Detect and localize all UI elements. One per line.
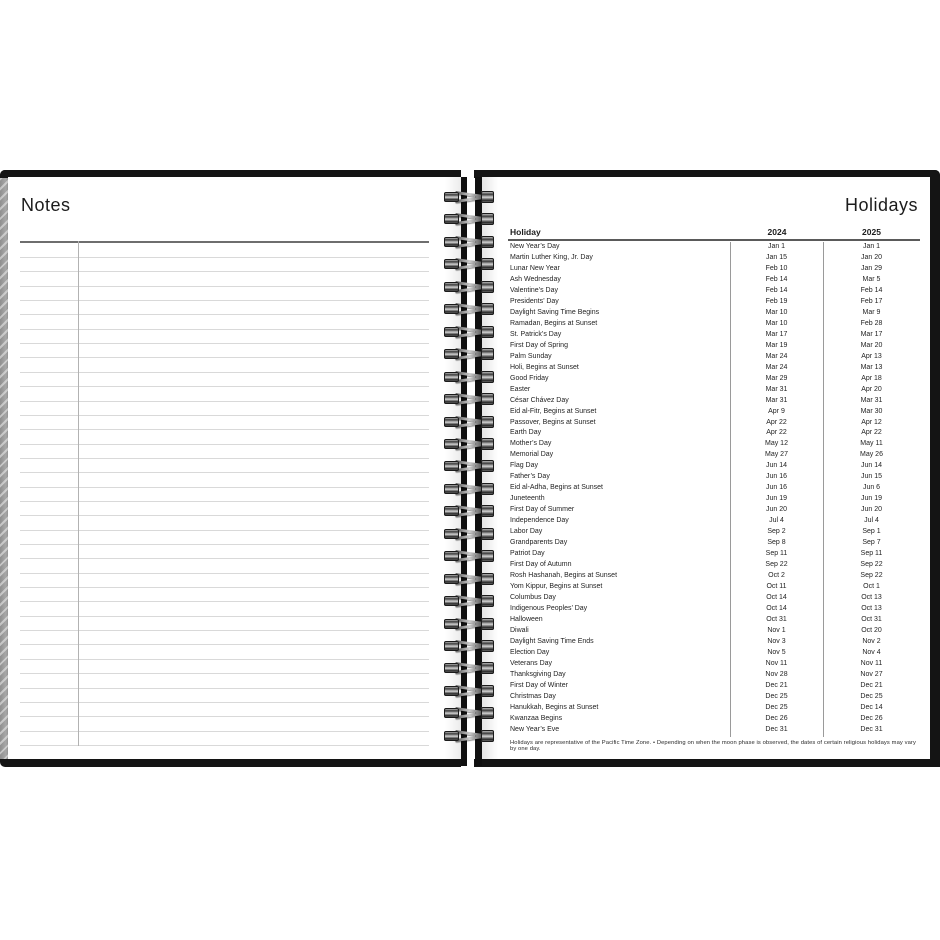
holiday-date-2025: Apr 13 <box>861 352 882 360</box>
holiday-date-2024: Jun 16 <box>765 473 788 481</box>
notes-ruled-line <box>20 601 429 602</box>
holiday-date-2025: Nov 2 <box>862 637 881 645</box>
spiral-wire-cap <box>444 506 459 516</box>
holiday-name: Eid al-Adha, Begins at Sunset <box>510 484 604 492</box>
notes-page <box>8 177 461 759</box>
holiday-row <box>482 374 920 385</box>
holiday-name: Good Friday <box>510 374 549 382</box>
holiday-date-2025: Jun 20 <box>860 506 883 514</box>
holiday-date-2024: Feb 10 <box>765 264 788 272</box>
table-header-rule <box>508 239 920 241</box>
holiday-row <box>482 407 920 418</box>
holiday-date-2025: Feb 28 <box>860 319 883 327</box>
holiday-name: Juneteenth <box>510 495 545 503</box>
holiday-date-2024: Apr 22 <box>766 429 787 437</box>
holiday-name: Palm Sunday <box>510 352 552 360</box>
holiday-row <box>482 385 920 396</box>
notes-ruled-line <box>20 386 429 387</box>
spiral-wire <box>455 510 484 517</box>
holiday-row <box>482 703 920 714</box>
holiday-row <box>482 560 920 571</box>
holiday-date-2024: Mar 31 <box>765 396 788 404</box>
holiday-date-2024: Apr 9 <box>768 407 785 415</box>
spiral-wire <box>455 488 484 495</box>
holiday-name: Lunar New Year <box>510 264 560 272</box>
spiral-wire-cap <box>444 417 459 427</box>
holiday-name: First Day of Autumn <box>510 561 572 569</box>
holiday-name: Valentine’s Day <box>510 286 558 294</box>
holiday-date-2024: Dec 25 <box>765 703 788 711</box>
holiday-date-2025: Mar 9 <box>862 308 881 316</box>
notes-margin-line <box>78 241 79 746</box>
spiral-wire <box>455 263 484 270</box>
holiday-name: Election Day <box>510 648 550 656</box>
spiral-wire <box>455 196 484 203</box>
holiday-name: Presidents’ Day <box>510 297 559 305</box>
holiday-date-2025: Jan 1 <box>862 243 881 250</box>
notes-ruled-line <box>20 314 429 315</box>
holiday-row <box>482 615 920 626</box>
holiday-date-2024: May 12 <box>765 440 788 448</box>
spiral-wire <box>455 578 484 585</box>
cover-edge-bottom-right <box>474 759 940 767</box>
holiday-row <box>482 253 920 264</box>
holiday-date-2024: Jun 14 <box>765 462 788 470</box>
holiday-date-2025: Sep 7 <box>862 539 881 547</box>
notes-ruled-line <box>20 444 429 445</box>
holiday-date-2024: Oct 14 <box>766 594 787 601</box>
spiral-wire <box>455 443 484 450</box>
holiday-date-2024: Feb 19 <box>765 297 788 305</box>
holiday-name: Thanksgiving Day <box>510 670 566 678</box>
holiday-name: Passover, Begins at Sunset <box>510 418 596 426</box>
holiday-row <box>482 494 920 505</box>
holiday-name: Ramadan, Begins at Sunset <box>510 319 598 327</box>
notes-ruled-line <box>20 659 429 660</box>
holiday-date-2025: Sep 1 <box>862 528 881 536</box>
holiday-date-2025: Jun 15 <box>860 473 883 481</box>
year-2024-column-header: 2024 <box>767 227 787 237</box>
holiday-row <box>482 330 920 341</box>
holiday-date-2025: Oct 1 <box>863 583 880 591</box>
holiday-date-2025: Oct 13 <box>861 604 882 612</box>
spiral-wire-cap <box>444 349 459 359</box>
notes-ruled-line <box>20 702 429 703</box>
holiday-date-2024: Feb 14 <box>765 275 788 283</box>
holiday-row <box>482 242 920 253</box>
holiday-name: Independence Day <box>510 517 569 525</box>
holiday-row <box>482 571 920 582</box>
holiday-date-2025: Oct 20 <box>861 626 882 634</box>
holiday-date-2025: Mar 17 <box>860 330 883 338</box>
spiral-wire-cap <box>444 327 459 337</box>
holiday-date-2025: Oct 31 <box>861 615 882 623</box>
spiral-wire <box>455 420 484 427</box>
holiday-date-2024: Mar 24 <box>765 363 788 371</box>
notes-ruled-line <box>20 688 429 689</box>
holiday-date-2024: Mar 10 <box>765 308 788 316</box>
holiday-date-2025: May 26 <box>860 451 883 459</box>
spiral-wire-cap <box>444 551 459 561</box>
notes-ruled-line <box>20 673 429 674</box>
holiday-name: Mother’s Day <box>510 440 552 448</box>
holiday-row <box>482 516 920 527</box>
holiday-date-2024: Dec 26 <box>765 714 788 722</box>
holiday-name: Grandparents Day <box>510 539 568 547</box>
holiday-name: New Year’s Eve <box>510 725 560 733</box>
spiral-wire <box>455 555 484 562</box>
holiday-name: Father’s Day <box>510 473 550 481</box>
holiday-date-2025: Sep 22 <box>860 561 883 569</box>
holiday-date-2024: Jan 1 <box>767 243 786 250</box>
holiday-date-2024: Mar 31 <box>765 385 788 393</box>
spiral-wire-cap <box>444 192 459 202</box>
holiday-name: Christmas Day <box>510 692 556 700</box>
holiday-name: Halloween <box>510 615 543 623</box>
holiday-date-2025: Mar 20 <box>860 341 883 349</box>
holiday-date-2025: Sep 22 <box>860 572 883 580</box>
holiday-date-2024: Sep 2 <box>767 528 786 536</box>
cover-edge-right <box>930 170 940 767</box>
spiral-wire <box>455 600 484 607</box>
holiday-row <box>482 319 920 330</box>
holiday-row <box>482 418 920 429</box>
holiday-date-2024: Nov 28 <box>765 670 788 678</box>
holiday-name: Veterans Day <box>510 659 553 667</box>
holiday-name: Columbus Day <box>510 594 556 601</box>
holiday-date-2024: Nov 11 <box>765 659 788 667</box>
holiday-row <box>482 670 920 681</box>
spiral-wire <box>455 735 484 742</box>
holiday-date-2025: Feb 17 <box>860 297 883 305</box>
notes-ruled-line <box>20 487 429 488</box>
notes-ruled-line <box>20 745 429 746</box>
holiday-name: Hanukkah, Begins at Sunset <box>510 703 599 711</box>
holiday-date-2025: Dec 14 <box>860 703 883 711</box>
holiday-table <box>482 242 920 736</box>
holiday-date-2025: Jul 4 <box>864 517 879 525</box>
holiday-row <box>482 725 920 736</box>
spiral-wire-cap <box>444 282 459 292</box>
spiral-wire-cap <box>444 596 459 606</box>
holiday-date-2025: May 11 <box>860 440 883 448</box>
spiral-wire-cap <box>444 641 459 651</box>
holiday-date-2025: Nov 27 <box>860 670 883 678</box>
holiday-date-2025: Nov 4 <box>862 648 881 656</box>
holiday-name: Patriot Day <box>510 550 545 558</box>
spiral-wire <box>455 712 484 719</box>
holiday-date-2024: Jul 4 <box>769 517 784 525</box>
notes-ruled-line <box>20 429 429 430</box>
holiday-row <box>482 461 920 472</box>
holiday-row <box>482 352 920 363</box>
holiday-name: First Day of Spring <box>510 341 568 349</box>
holiday-date-2024: Dec 31 <box>765 725 788 733</box>
holiday-date-2025: Nov 11 <box>860 659 883 667</box>
holiday-name: Ash Wednesday <box>510 275 561 283</box>
holiday-date-2025: Dec 25 <box>860 692 883 700</box>
holidays-footnote: Holidays are representative of the Pacific Time Zone. • Depending on when the moon phase is observed, the dates of certain religious holidays may vary by one day. <box>510 740 916 752</box>
holiday-row <box>482 297 920 308</box>
spiral-wire <box>455 623 484 630</box>
holiday-row <box>482 593 920 604</box>
holiday-row <box>482 450 920 461</box>
holiday-date-2024: Jun 19 <box>765 495 788 503</box>
holiday-date-2025: Jan 29 <box>860 264 883 272</box>
holiday-column-header: Holiday <box>510 227 541 237</box>
holiday-row <box>482 286 920 297</box>
holiday-date-2024: Sep 11 <box>765 550 788 558</box>
holiday-date-2025: Feb 14 <box>860 286 883 294</box>
holiday-date-2025: Jan 20 <box>860 253 883 261</box>
notes-ruled-line <box>20 329 429 330</box>
spiral-wire-cap <box>444 708 459 718</box>
spiral-wire-cap <box>481 213 494 225</box>
holiday-row <box>482 538 920 549</box>
spiral-wire <box>455 286 484 293</box>
holiday-date-2025: Mar 13 <box>860 363 883 371</box>
holiday-date-2025: Dec 31 <box>860 725 883 733</box>
notes-ruled-line <box>20 544 429 545</box>
notes-ruled-line <box>20 558 429 559</box>
holiday-name: Earth Day <box>510 429 542 437</box>
holiday-row <box>482 527 920 538</box>
holiday-name: New Year’s Day <box>510 243 560 250</box>
notes-ruled-line <box>20 271 429 272</box>
holiday-name: Diwali <box>510 626 529 634</box>
spiral-wire-cap <box>444 372 459 382</box>
year-2025-column-header: 2025 <box>862 227 881 237</box>
spiral-loop <box>444 191 494 203</box>
holiday-date-2024: Oct 14 <box>766 604 787 612</box>
holiday-row <box>482 483 920 494</box>
holiday-row <box>482 604 920 615</box>
holiday-name: Memorial Day <box>510 451 554 459</box>
holiday-name: St. Patrick’s Day <box>510 330 562 338</box>
holiday-row <box>482 505 920 516</box>
holiday-date-2024: Jun 20 <box>765 506 788 514</box>
spiral-wire <box>455 308 484 315</box>
holiday-name: Yom Kippur, Begins at Sunset <box>510 583 603 591</box>
holiday-date-2025: Mar 5 <box>862 275 881 283</box>
spiral-wire-cap <box>444 619 459 629</box>
notes-ruled-line <box>20 300 429 301</box>
spiral-wire-cap <box>444 237 459 247</box>
spiral-wire <box>455 353 484 360</box>
spiral-wire <box>455 645 484 652</box>
holiday-date-2025: Apr 20 <box>861 385 882 393</box>
notes-ruled-line <box>20 616 429 617</box>
holiday-date-2024: Jan 15 <box>765 253 788 261</box>
holiday-name: First Day of Winter <box>510 681 568 689</box>
notes-ruled-line <box>20 401 429 402</box>
notes-page-title: Notes <box>21 195 71 215</box>
holiday-date-2025: Sep 11 <box>860 550 883 558</box>
holiday-name: Kwanzaa Begins <box>510 714 563 722</box>
spiral-wire <box>455 218 484 225</box>
holiday-date-2024: Dec 21 <box>765 681 788 689</box>
holiday-row <box>482 264 920 275</box>
holiday-date-2025: Jun 14 <box>860 462 883 470</box>
notes-ruled-line <box>20 372 429 373</box>
holiday-name: Martin Luther King, Jr. Day <box>510 253 593 261</box>
holiday-date-2024: Mar 24 <box>765 352 788 360</box>
spiral-wire <box>455 690 484 697</box>
holiday-name: Rosh Hashanah, Begins at Sunset <box>510 572 618 580</box>
spiral-wire <box>455 398 484 405</box>
holiday-row <box>482 275 920 286</box>
notes-ruled-line <box>20 343 429 344</box>
holiday-date-2024: Sep 8 <box>767 539 786 547</box>
notes-ruled-line <box>20 472 429 473</box>
holiday-name: César Chávez Day <box>510 396 569 404</box>
holiday-date-2024: Mar 29 <box>765 374 788 382</box>
holiday-date-2024: Feb 14 <box>765 286 788 294</box>
holiday-row <box>482 714 920 725</box>
holiday-row <box>482 308 920 319</box>
holiday-date-2024: Oct 11 <box>766 583 787 591</box>
spiral-wire-cap <box>444 663 459 673</box>
holidays-page-title: Holidays <box>844 195 918 215</box>
holiday-date-2024: Nov 5 <box>767 648 786 656</box>
spiral-wire <box>455 241 484 248</box>
holiday-date-2025: Dec 26 <box>860 714 883 722</box>
holiday-date-2024: Jun 16 <box>765 484 788 492</box>
notes-ruled-line <box>20 731 429 732</box>
holiday-date-2025: Apr 22 <box>861 429 882 437</box>
holiday-name: First Day of Summer <box>510 506 575 514</box>
holiday-date-2024: Mar 19 <box>765 341 788 349</box>
holiday-date-2025: Apr 18 <box>861 374 882 382</box>
notes-ruled-line <box>20 501 429 502</box>
holiday-date-2024: Mar 10 <box>765 319 788 327</box>
holiday-row <box>482 472 920 483</box>
holiday-date-2024: Oct 31 <box>766 615 787 623</box>
holiday-date-2025: Dec 21 <box>860 681 883 689</box>
holiday-row <box>482 428 920 439</box>
notes-ruled-line <box>20 573 429 574</box>
holiday-date-2024: Apr 22 <box>766 418 787 426</box>
holiday-date-2025: Apr 12 <box>861 418 882 426</box>
holiday-date-2025: Mar 31 <box>860 396 883 404</box>
holiday-row <box>482 659 920 670</box>
holiday-row <box>482 363 920 374</box>
holiday-date-2024: Nov 1 <box>767 626 786 634</box>
notes-ruled-line <box>20 630 429 631</box>
notes-ruled-line <box>20 587 429 588</box>
holiday-date-2025: Jun 19 <box>860 495 883 503</box>
notes-ruled-line <box>20 644 429 645</box>
holiday-date-2024: Mar 17 <box>765 330 788 338</box>
spiral-wire-cap <box>444 574 459 584</box>
holiday-row <box>482 637 920 648</box>
notes-ruled-line <box>20 458 429 459</box>
spiral-wire-cap <box>444 484 459 494</box>
holiday-row <box>482 582 920 593</box>
holiday-row <box>482 341 920 352</box>
notes-ruled-line <box>20 257 429 258</box>
spiral-wire <box>455 376 484 383</box>
holiday-date-2025: Oct 13 <box>861 594 882 601</box>
notes-ruled-line <box>20 357 429 358</box>
spiral-wire-cap <box>444 731 459 741</box>
notes-ruled-line <box>20 515 429 516</box>
notes-top-rule <box>20 241 429 243</box>
spiral-wire-cap <box>444 394 459 404</box>
holiday-date-2024: May 27 <box>765 451 788 459</box>
spiral-wire-cap <box>444 259 459 269</box>
holiday-row <box>482 549 920 560</box>
cover-edge-bottom-left <box>0 759 461 767</box>
holiday-row <box>482 439 920 450</box>
spiral-wire-cap <box>444 439 459 449</box>
spiral-wire <box>455 331 484 338</box>
spiral-loop <box>444 213 494 225</box>
notes-ruled-line <box>20 286 429 287</box>
spiral-wire <box>455 533 484 540</box>
holiday-date-2024: Dec 25 <box>765 692 788 700</box>
spiral-wire-cap <box>444 529 459 539</box>
holiday-name: Daylight Saving Time Begins <box>510 308 600 316</box>
holiday-date-2024: Oct 2 <box>768 572 785 580</box>
holiday-date-2024: Sep 22 <box>765 561 788 569</box>
spiral-wire-cap <box>444 214 459 224</box>
holiday-name: Eid al-Fitr, Begins at Sunset <box>510 407 597 415</box>
holiday-row <box>482 681 920 692</box>
holiday-date-2025: Mar 30 <box>860 407 883 415</box>
spiral-wire-cap <box>444 304 459 314</box>
holiday-row <box>482 692 920 703</box>
holiday-row <box>482 626 920 637</box>
notes-ruled-line <box>20 716 429 717</box>
spiral-wire-cap <box>444 686 459 696</box>
holiday-name: Indigenous Peoples’ Day <box>510 604 588 612</box>
spiral-wire-cap <box>481 191 494 203</box>
notes-ruled-line <box>20 415 429 416</box>
holiday-name: Easter <box>510 385 531 393</box>
holiday-row <box>482 396 920 407</box>
notes-ruled-line <box>20 530 429 531</box>
holiday-name: Flag Day <box>510 462 539 470</box>
holiday-name: Daylight Saving Time Ends <box>510 637 594 645</box>
holiday-name: Holi, Begins at Sunset <box>510 363 579 371</box>
holiday-name: Labor Day <box>510 528 543 536</box>
holiday-date-2025: Jun 6 <box>862 484 881 492</box>
holiday-row <box>482 648 920 659</box>
spiral-wire <box>455 667 484 674</box>
spiral-wire-cap <box>444 461 459 471</box>
holiday-date-2024: Nov 3 <box>767 637 786 645</box>
spiral-wire <box>455 465 484 472</box>
